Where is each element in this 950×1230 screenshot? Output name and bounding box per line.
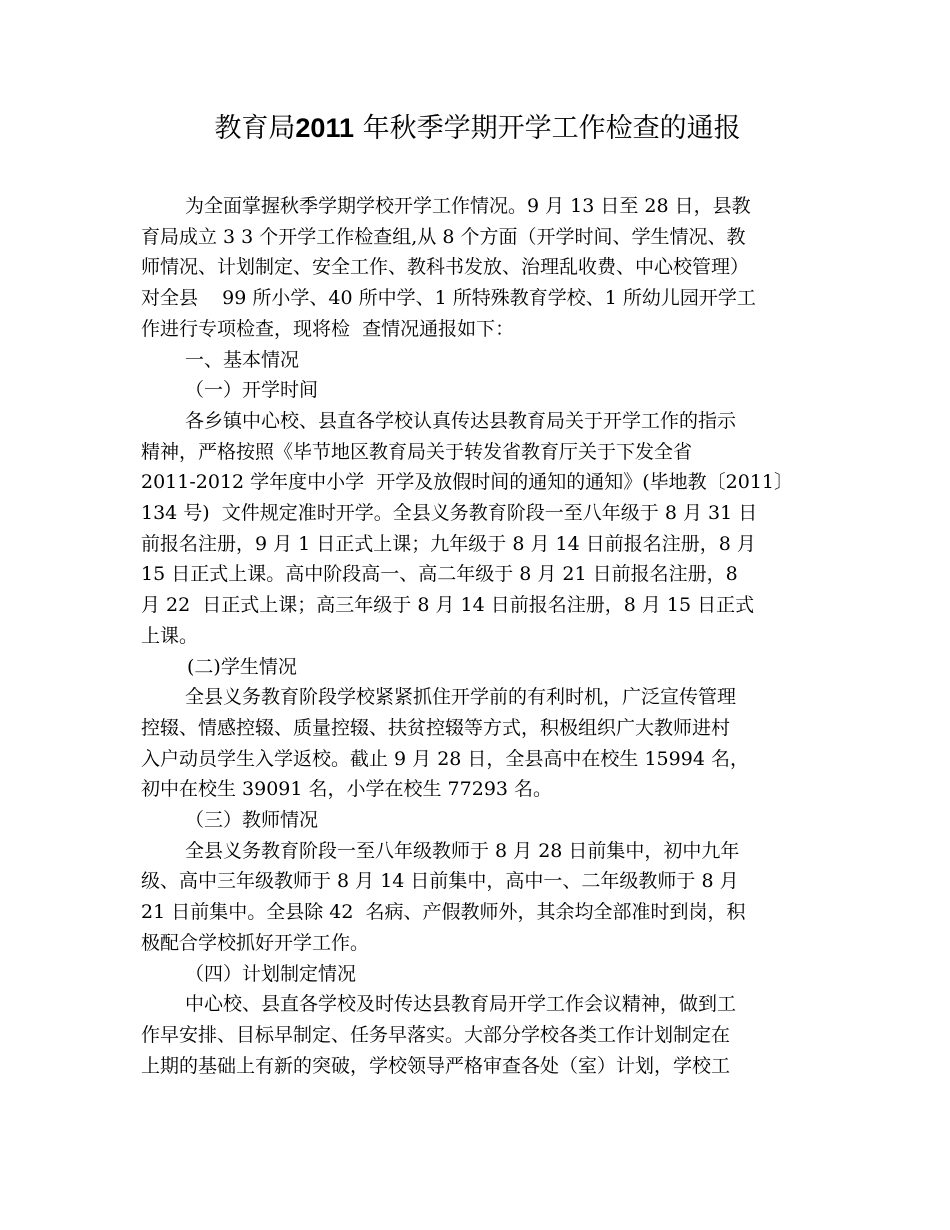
text-line: 上课。 [141, 624, 199, 647]
text-line: 级、高中三年级教师于 8 月 14 日前集中，高中一、二年级教师于 8 月 [141, 870, 739, 893]
paragraph-start-time [141, 406, 814, 652]
title-suffix: 年秋季学期开学工作检查的通报 [353, 113, 741, 144]
paragraph-teachers [141, 836, 814, 959]
text-line: 入户动员学生入学返校。截止 9 月 28 日，全县高中在校生 15994 名， [141, 747, 749, 770]
text-line: 134 号) 文件规定准时开学。全县义务教育阶段一至八年级于 8 月 31 日 [141, 502, 758, 525]
text-line: 全县义务教育阶段一至八年级教师于 8 月 28 日前集中，初中九年 [185, 839, 740, 862]
paragraph-planning [141, 989, 814, 1081]
text-line: 为全面掌握秋季学期学校开学工作情况。9 月 13 日至 28 日，县教 [185, 195, 751, 217]
text-line: 作早安排、目标早制定、任务早落实。大部分学校各类工作计划制定在 [141, 1023, 731, 1046]
text-line: 21 日前集中。全县除 42 名病、产假教师外，其余均全部准时到岗，积 [141, 901, 746, 924]
text-line: 各乡镇中心校、县直各学校认真传达县教育局关于开学工作的指示 [185, 409, 737, 432]
subsection-heading-teachers: （三）教师情况 [185, 809, 319, 832]
text-line: 前报名注册，9 月 1 日正式上课；九年级于 8 月 14 日前报名注册，8 月 [141, 532, 756, 555]
subsection-heading-start-time: （一）开学时间 [185, 379, 319, 402]
text-line: 精神，严格按照《毕节地区教育局关于转发省教育厅关于下发全省 [141, 440, 693, 463]
title-year: 2011 [295, 113, 354, 143]
text-line: 育局成立 3 3 个开学工作检查组,从 8 个方面（开学时间、学生情况、教 [141, 225, 746, 248]
subsection-heading-students: (二)学生情况 [187, 655, 297, 678]
text-line: 上期的基础上有新的突破，学校领导严格审查各处（室）计划，学校工 [141, 1054, 731, 1077]
paragraph-students [141, 682, 814, 805]
section-heading-basic: 一、基本情况 [185, 348, 300, 371]
intro-paragraph [141, 191, 814, 345]
text-line: 中心校、县直各学校及时传达县教育局开学工作会议精神，做到工 [185, 993, 737, 1016]
title-prefix: 教育局 [214, 113, 296, 144]
text-line: 极配合学校抓好开学工作。 [141, 931, 370, 954]
text-line: 作进行专项检查，现将检 查情况通报如下： [141, 317, 515, 340]
document-body [141, 191, 814, 1081]
text-line: 15 日正式上课。高中阶段高一、高二年级于 8 月 21 日前报名注册，8 [141, 563, 738, 586]
text-line: 师情况、计划制定、安全工作、教科书发放、治理乱收费、中心校管理） [141, 256, 750, 279]
text-line: 对全县 99 所小学、40 所中学、1 所特殊教育学校、1 所幼儿园开学工 [141, 287, 756, 310]
text-line: 全县义务教育阶段学校紧紧抓住开学前的有利时机，广泛宣传管理 [185, 686, 737, 709]
text-line: 2011-2012 学年度中小学 开学及放假时间的通知的通知》(毕地教〔2011〕 [141, 471, 794, 494]
subsection-heading-planning: （四）计划制定情况 [185, 962, 357, 985]
document-title [141, 108, 814, 149]
text-line: 初中在校生 39091 名，小学在校生 77293 名。 [141, 778, 553, 801]
text-line: 控辍、情感控辍、质量控辍、扶贫控辍等方式，积极组织广大教师进村 [141, 716, 731, 739]
text-line: 月 22 日正式上课；高三年级于 8 月 14 日前报名注册，8 月 15 日正式 [141, 594, 755, 617]
